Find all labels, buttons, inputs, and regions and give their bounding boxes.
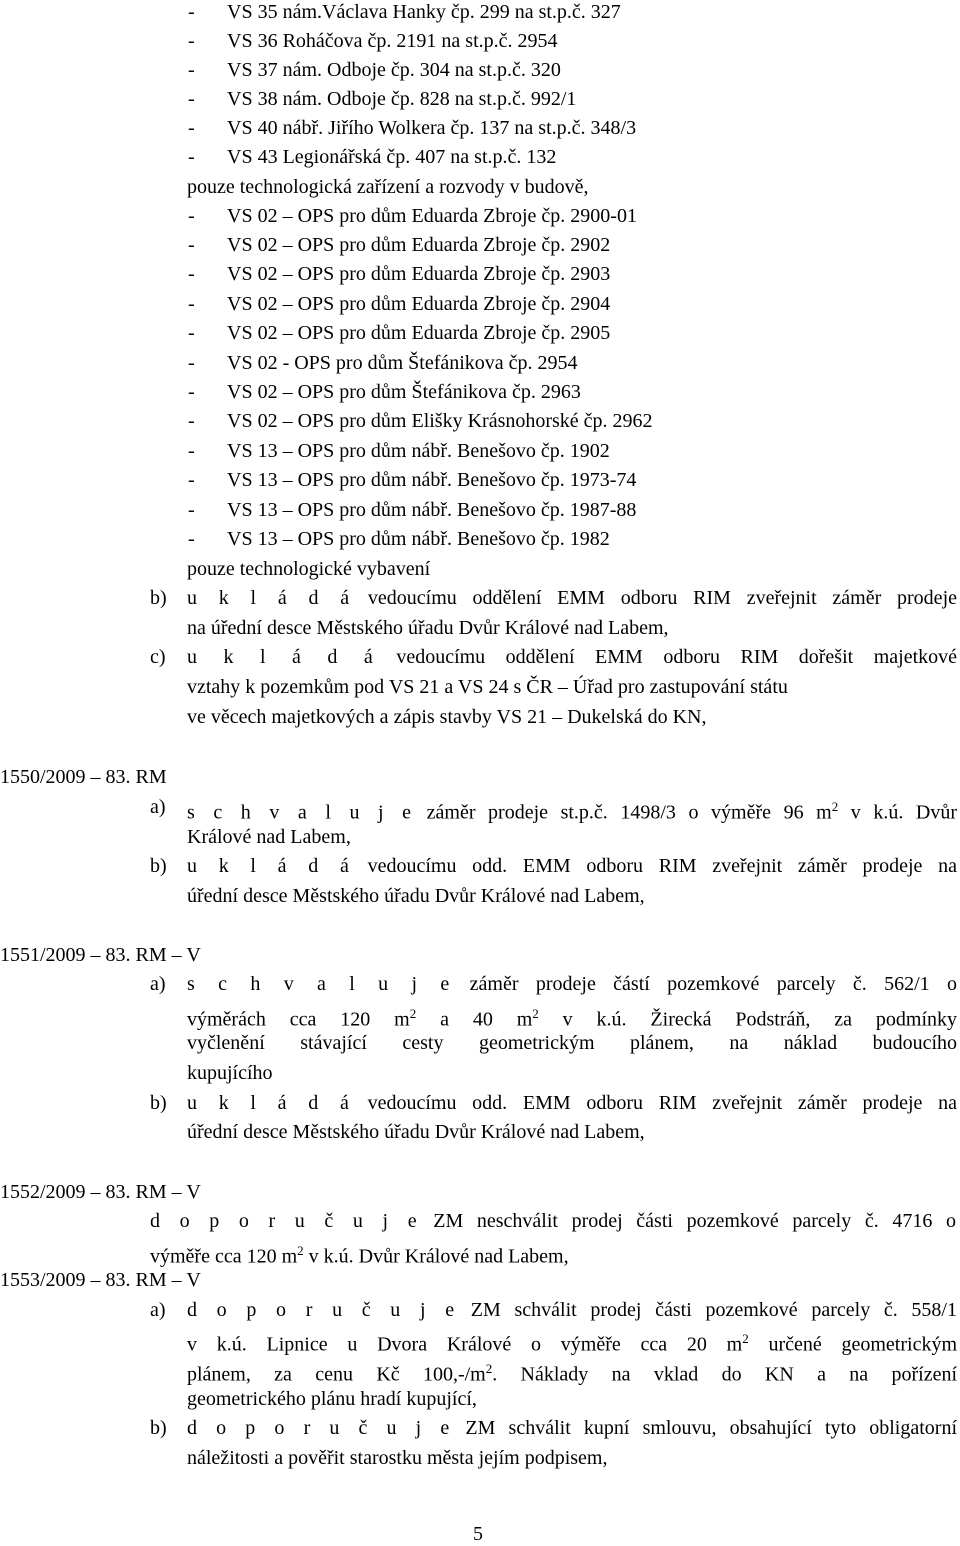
item-b-line: úřední desce Městského úřadu Dvůr Králové nad Labem, xyxy=(187,1121,645,1143)
list-item: VS 13 – OPS pro dům nábř. Benešovo čp. 1987-88 xyxy=(227,499,637,521)
item-b-line xyxy=(187,1091,957,1115)
list-item: VS 02 – OPS pro dům Eduarda Zbroje čp. 2903 xyxy=(227,263,611,285)
bullet: - xyxy=(188,469,195,491)
verb: d o p o r u č u j e xyxy=(187,1299,458,1321)
item-a-label: a) xyxy=(150,796,166,818)
text: ZM neschválit prodej části pozemkové parcely č. 4716 o xyxy=(433,1210,956,1232)
list-item: VS 40 nábř. Jiřího Wolkera čp. 137 na st.p.č. 348/3 xyxy=(227,117,637,139)
resolution-line xyxy=(150,1209,956,1233)
text: ZM schválit prodej části pozemkové parcely č. 558/1 xyxy=(470,1299,957,1321)
item-b-line: na úřední desce Městského úřadu Dvůr Králové nad Labem, xyxy=(187,617,669,639)
bullet: - xyxy=(188,234,195,256)
bullet: - xyxy=(188,59,195,81)
item-b-label: b) xyxy=(150,1092,167,1114)
verb: s c h v a l u j e xyxy=(187,801,415,824)
item-c-line: ve věcech majetkových a zápis stavby VS 21 – Dukelská do KN, xyxy=(187,706,707,728)
verb: d o p o r u č u j e xyxy=(150,1210,420,1232)
text: záměr prodeje st.p.č. 1498/3 o výměře 96 m xyxy=(426,801,832,824)
text: vedoucímu oddělení EMM odboru RIM dořešit majetkové xyxy=(396,646,958,668)
verb: u k l á d á xyxy=(187,855,352,877)
tech-note: pouze technologická zařízení a rozvody v budově, xyxy=(187,176,589,198)
item-a-label: a) xyxy=(150,973,166,995)
resolution-heading: 1550/2009 – 83. RM xyxy=(0,766,167,788)
list-item: VS 02 – OPS pro dům Eduarda Zbroje čp. 2900-01 xyxy=(227,205,637,227)
item-b-line xyxy=(187,586,957,610)
superscript: 2 xyxy=(742,1331,749,1346)
item-a-line: vyčlenění stávající cesty geometrickým plánem, na náklad budoucího xyxy=(187,1032,957,1054)
text: v k.ú. Žirecká Podstráň, za podmínky xyxy=(562,1008,958,1031)
page-number: 5 xyxy=(473,1523,483,1545)
list-item: VS 13 – OPS pro dům nábř. Benešovo čp. 1982 xyxy=(227,528,610,550)
resolution-heading: 1553/2009 – 83. RM – V xyxy=(0,1269,201,1291)
text: vedoucímu odd. EMM odboru RIM zveřejnit záměr prodeje na xyxy=(367,1092,958,1114)
text: výměře cca 120 m xyxy=(150,1245,298,1268)
resolution-heading: 1551/2009 – 83. RM – V xyxy=(0,944,201,966)
text: . Náklady na vklad do KN a na pořízení xyxy=(492,1363,957,1386)
item-a-line: geometrického plánu hradí kupující, xyxy=(187,1388,477,1410)
verb: u k l á d á xyxy=(187,646,376,668)
bullet: - xyxy=(188,528,195,550)
list-item: VS 02 – OPS pro dům Štefánikova čp. 2963 xyxy=(227,381,581,403)
list-item: VS 13 – OPS pro dům nábř. Benešovo čp. 1973-74 xyxy=(227,469,637,491)
superscript: 2 xyxy=(532,1006,539,1021)
bullet: - xyxy=(188,146,195,168)
list-item: VS 02 – OPS pro dům Eduarda Zbroje čp. 2902 xyxy=(227,234,611,256)
superscript: 2 xyxy=(409,1006,417,1021)
text: výměrách cca 120 m xyxy=(187,1008,410,1031)
bullet: - xyxy=(188,30,195,52)
bullet: - xyxy=(188,352,195,374)
text: a 40 m xyxy=(440,1008,533,1031)
item-c-line: vztahy k pozemkům pod VS 21 a VS 24 s ČR – Úřad pro zastupování státu xyxy=(187,676,788,698)
item-b-line xyxy=(187,854,957,878)
list-item: VS 35 nám.Václava Hanky čp. 299 na st.p.č. 327 xyxy=(227,1,621,23)
bullet: - xyxy=(188,440,195,462)
item-b-line: úřední desce Městského úřadu Dvůr Králové nad Labem, xyxy=(187,885,645,907)
item-a-line xyxy=(187,795,957,825)
item-a-line xyxy=(187,1298,957,1322)
list-item: VS 13 – OPS pro dům nábř. Benešovo čp. 1902 xyxy=(227,440,610,462)
item-b-label: b) xyxy=(150,855,167,877)
list-item: VS 36 Roháčova čp. 2191 na st.p.č. 2954 xyxy=(227,30,558,52)
tech-equipment-note: pouze technologické vybavení xyxy=(187,558,431,580)
bullet: - xyxy=(188,322,195,344)
verb: u k l á d á xyxy=(187,587,353,609)
list-item: VS 37 nám. Odboje čp. 304 na st.p.č. 320 xyxy=(227,59,561,81)
text: záměr prodeje částí pozemkové parcely č. 562/1 o xyxy=(469,973,958,995)
item-a-line xyxy=(187,1002,957,1032)
text: ZM schválit kupní smlouvu, obsahující tyto obligatorní xyxy=(465,1417,957,1439)
item-b-label: b) xyxy=(150,587,167,609)
item-b-line xyxy=(187,1416,957,1440)
item-a-line xyxy=(187,1357,957,1387)
bullet: - xyxy=(188,263,195,285)
item-c-line xyxy=(187,645,957,669)
item-a-line: Králové nad Labem, xyxy=(187,826,351,848)
resolution-heading: 1552/2009 – 83. RM – V xyxy=(0,1181,201,1203)
item-a-line xyxy=(187,972,957,996)
text: v k.ú. Lipnice u Dvora Králové o výměře cca 20 m xyxy=(187,1333,743,1356)
item-a-label: a) xyxy=(150,1299,166,1321)
verb: u k l á d á xyxy=(187,1092,352,1114)
item-a-line: kupujícího xyxy=(187,1062,273,1084)
bullet: - xyxy=(188,1,195,23)
superscript: 2 xyxy=(297,1243,304,1258)
superscript: 2 xyxy=(485,1361,493,1376)
text: v k.ú. Dvůr Králové nad Labem, xyxy=(308,1245,569,1268)
list-item: VS 02 – OPS pro dům Elišky Krásnohorské čp. 2962 xyxy=(227,410,653,432)
bullet: - xyxy=(188,88,195,110)
text: v k.ú. Dvůr xyxy=(850,801,958,824)
bullet: - xyxy=(188,293,195,315)
item-c-label: c) xyxy=(150,646,166,668)
item-b-label: b) xyxy=(150,1417,167,1439)
item-a-line xyxy=(187,1327,957,1357)
text: plánem, za cenu Kč 100,-/m xyxy=(187,1363,486,1386)
list-item: VS 02 - OPS pro dům Štefánikova čp. 2954 xyxy=(227,352,578,374)
bullet: - xyxy=(188,410,195,432)
text: vedoucímu oddělení EMM odboru RIM zveřejnit záměr prodeje xyxy=(367,587,957,609)
list-item: VS 02 – OPS pro dům Eduarda Zbroje čp. 2904 xyxy=(227,293,611,315)
bullet: - xyxy=(188,117,195,139)
resolution-line xyxy=(150,1239,956,1269)
bullet: - xyxy=(188,205,195,227)
superscript: 2 xyxy=(831,799,839,814)
verb: d o p o r u č u j e xyxy=(187,1417,453,1439)
bullet: - xyxy=(188,381,195,403)
list-item: VS 38 nám. Odboje čp. 828 na st.p.č. 992/1 xyxy=(227,88,577,110)
list-item: VS 43 Legionářská čp. 407 na st.p.č. 132 xyxy=(227,146,557,168)
list-item: VS 02 – OPS pro dům Eduarda Zbroje čp. 2905 xyxy=(227,322,611,344)
text: určené geometrickým xyxy=(768,1333,958,1356)
text: vedoucímu odd. EMM odboru RIM zveřejnit záměr prodeje na xyxy=(367,855,958,877)
bullet: - xyxy=(188,499,195,521)
verb: s c h v a l u j e xyxy=(187,973,453,995)
item-b-line: náležitosti a pověřit starostku města jejím podpisem, xyxy=(187,1447,608,1469)
